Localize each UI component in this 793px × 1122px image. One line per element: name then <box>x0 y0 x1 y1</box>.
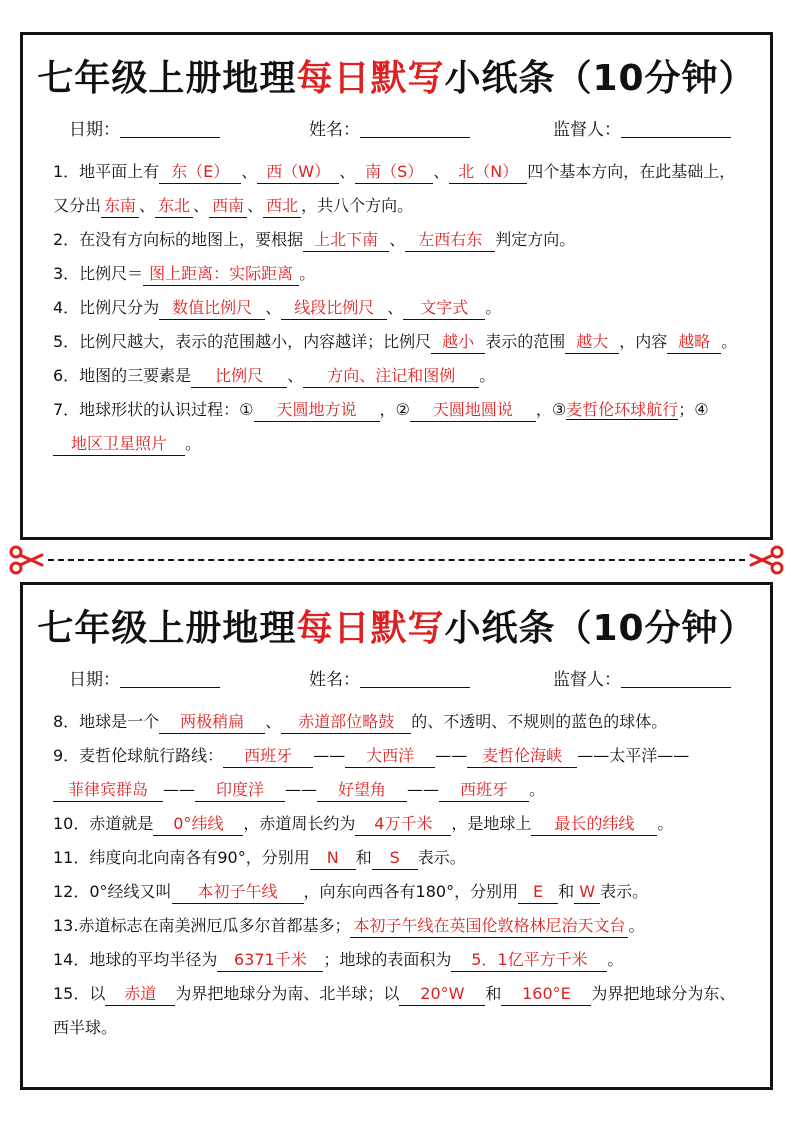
answer-blank: E <box>518 881 558 904</box>
question-15: 15．以 赤道 为界把地球分为南、北半球；以 20°W 和 160°E 为界把地球分为东、西半球。 <box>53 984 736 1037</box>
name-blank[interactable] <box>360 119 470 138</box>
dashed-divider <box>48 559 745 561</box>
question-8: 8．地球是一个 两极稍扁 、 赤道部位略鼓 的、不透明、不规则的蓝色的球体。 <box>53 705 742 739</box>
answer-blank: 南（S） <box>355 161 433 184</box>
name-field[interactable] <box>309 665 470 690</box>
answer-blank: 数值比例尺 <box>159 297 265 320</box>
question-4: 4．比例尺分为 数值比例尺 、 线段比例尺 、 文字式 。 <box>53 291 742 325</box>
worksheet-card-2 <box>20 582 773 1090</box>
answer-blank: 西南 <box>209 195 247 218</box>
scissors-icon <box>8 545 44 575</box>
answer-blank: 赤道部位略鼓 <box>281 711 411 734</box>
answer-blank: 西班牙 <box>223 745 313 768</box>
answer-blank: 西北 <box>263 195 301 218</box>
answer-blank: 东（E） <box>159 161 241 184</box>
answer-blank: 好望角 <box>317 779 407 802</box>
title-text: 七年级上册地理 <box>37 58 297 99</box>
date-blank[interactable] <box>120 669 220 688</box>
answer-blank: 本初子午线在英国伦敦格林尼治天文台 <box>350 915 628 938</box>
title-highlight: 每日默写 <box>296 58 445 99</box>
question-3: 3．比例尺＝ 图上距离：实际距离 。 <box>53 257 742 291</box>
answer-blank: 越小 <box>431 331 485 354</box>
question-list <box>53 155 742 461</box>
answer-blank: N <box>310 847 356 870</box>
answer-blank: 文字式 <box>403 297 485 320</box>
answer-blank: 印度洋 <box>195 779 285 802</box>
question-5: 5．比例尺越大，表示的范围越小，内容越详；比例尺 越小 表示的范围 越大 ，内容 越略 。 <box>53 325 742 359</box>
answer-blank: 西班牙 <box>439 779 529 802</box>
answer-blank: 天圆地圆说 <box>410 399 536 422</box>
date-label: 日期： <box>69 670 120 690</box>
answer-blank: 西（W） <box>257 161 339 184</box>
title-text: 七年级上册地理 <box>37 608 297 649</box>
name-label: 姓名： <box>309 670 360 690</box>
date-field[interactable] <box>69 115 220 140</box>
answer-blank: 20°W <box>399 983 485 1006</box>
answer-blank: 大西洋 <box>345 745 435 768</box>
answer-blank: 东北 <box>155 195 193 218</box>
answer-blank: 160°E <box>501 983 591 1006</box>
supervisor-label: 监督人： <box>553 120 621 140</box>
question-10: 10．赤道就是 0°纬线 ，赤道周长约为 4万千米 ，是地球上 最长的纬线 。 <box>53 807 742 841</box>
answer-blank: S <box>372 847 418 870</box>
supervisor-blank[interactable] <box>621 119 731 138</box>
answer-blank: 菲律宾群岛 <box>53 779 163 802</box>
scissors-icon <box>749 545 785 575</box>
cut-line <box>0 545 793 575</box>
info-row <box>23 111 770 145</box>
title-text-end: 小纸条（10分钟） <box>444 608 756 649</box>
worksheet-title <box>23 55 770 103</box>
answer-blank: W <box>574 881 600 904</box>
supervisor-field[interactable] <box>553 665 731 690</box>
answer-blank: 上北下南 <box>303 229 389 252</box>
answer-blank: 麦哲伦海峡 <box>467 745 577 768</box>
question-9: 9．麦哲伦球航行路线： 西班牙 —— 大西洋 —— 麦哲伦海峡 ——太平洋——菲律宾群岛 —— 印度洋 —— 好望角 —— 西班牙 。 <box>53 739 742 807</box>
question-13: 13.赤道标志在南美洲厄瓜多尔首都基多； 本初子午线在英国伦敦格林尼治天文台 。 <box>53 909 742 943</box>
answer-blank: 天圆地方说 <box>254 399 380 422</box>
supervisor-label: 监督人： <box>553 670 621 690</box>
question-12: 12．0°经线又叫 本初子午线 ，向东向西各有180°，分别用 E 和 W 表示。 <box>53 875 742 909</box>
name-blank[interactable] <box>360 669 470 688</box>
answer-blank: 本初子午线 <box>172 881 304 904</box>
answer-blank: 地区卫星照片 <box>53 433 185 456</box>
date-field[interactable] <box>69 665 220 690</box>
question-list <box>53 705 742 1045</box>
answer-blank: 图上距离：实际距离 <box>143 263 299 286</box>
date-label: 日期： <box>69 120 120 140</box>
date-blank[interactable] <box>120 119 220 138</box>
title-text-end: 小纸条（10分钟） <box>444 58 756 99</box>
worksheet-card-1 <box>20 32 773 540</box>
answer-blank: 5．1亿平方千米 <box>451 949 607 972</box>
question-7: 7．地球形状的认识过程：① 天圆地方说 ，② 天圆地圆说 ，③麦哲伦环球航行；④地区卫星照片 。 <box>53 393 742 461</box>
question-6: 6．地图的三要素是 比例尺 、 方向、注记和图例 。 <box>53 359 742 393</box>
worksheet-title <box>23 605 770 653</box>
answer-blank: 赤道 <box>105 983 175 1006</box>
question-2: 2．在没有方向标的地图上，要根据 上北下南 、 左西右东 判定方向。 <box>53 223 742 257</box>
question-1: 1．地平面上有 东（E） 、 西（W） 、 南（S） 、 北（N） 四个基本方向，在此基础上，又分出 东南 、 东北 、 西南 、 西北 ，共八个方向。 <box>53 155 742 223</box>
answer-blank: 两极稍扁 <box>159 711 265 734</box>
answer-blank: 左西右东 <box>405 229 495 252</box>
answer-blank: 北（N） <box>449 161 527 184</box>
answer-blank: 6371千米 <box>217 949 323 972</box>
answer-blank: 越大 <box>565 331 619 354</box>
answer-blank: 0°纬线 <box>153 813 243 836</box>
answer-blank: 方向、注记和图例 <box>303 365 479 388</box>
answer-blank: 越略 <box>667 331 721 354</box>
supervisor-blank[interactable] <box>621 669 731 688</box>
answer-blank: 比例尺 <box>191 365 287 388</box>
title-highlight: 每日默写 <box>296 608 445 649</box>
answer-blank: 4万千米 <box>355 813 451 836</box>
answer-blank: 东南 <box>101 195 139 218</box>
name-label: 姓名： <box>309 120 360 140</box>
info-row <box>23 661 770 695</box>
question-11: 11．纬度向北向南各有90°，分别用 N 和 S 表示。 <box>53 841 742 875</box>
answer-blank: 麦哲伦环球航行 <box>566 400 679 419</box>
name-field[interactable] <box>309 115 470 140</box>
supervisor-field[interactable] <box>553 115 731 140</box>
answer-blank: 最长的纬线 <box>531 813 657 836</box>
question-14: 14．地球的平均半径为 6371千米 ；地球的表面积为 5．1亿平方千米 。 <box>53 943 742 977</box>
answer-blank: 线段比例尺 <box>281 297 387 320</box>
